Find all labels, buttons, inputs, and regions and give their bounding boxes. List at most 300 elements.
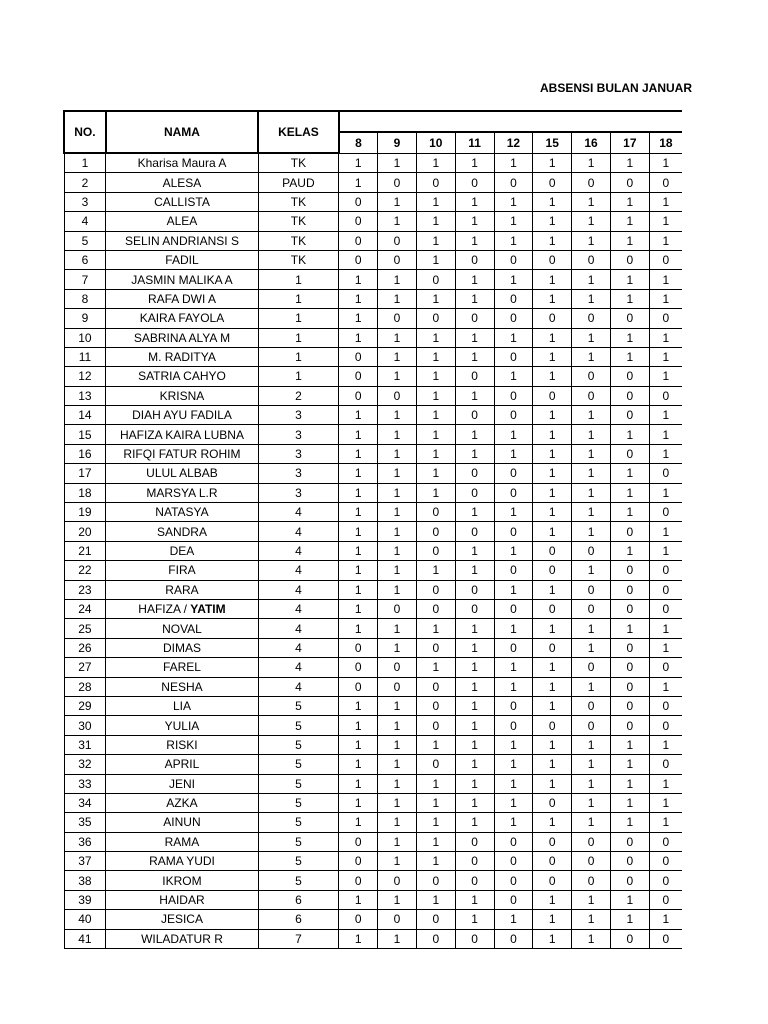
cell-attendance: 0 (533, 638, 572, 657)
cell-attendance: 0 (649, 871, 682, 890)
cell-nama: IKROM (106, 871, 258, 890)
cell-no: 20 (64, 522, 106, 541)
cell-nama: AZKA (106, 793, 258, 812)
cell-no: 26 (64, 638, 106, 657)
cell-attendance: 0 (494, 464, 533, 483)
cell-attendance: 0 (455, 250, 494, 269)
cell-attendance: 0 (610, 250, 649, 269)
cell-attendance: 1 (533, 522, 572, 541)
cell-attendance: 1 (494, 425, 533, 444)
cell-attendance: 1 (533, 270, 572, 289)
cell-no: 7 (64, 270, 106, 289)
cell-attendance: 1 (533, 444, 572, 463)
cell-kelas: 5 (258, 852, 339, 871)
table-body (64, 153, 682, 949)
cell-attendance: 1 (610, 347, 649, 366)
table-row (64, 367, 682, 386)
cell-no: 38 (64, 871, 106, 890)
cell-attendance: 0 (649, 890, 682, 909)
cell-attendance: 1 (572, 910, 611, 929)
cell-attendance: 1 (494, 444, 533, 463)
cell-attendance: 1 (339, 541, 378, 560)
cell-attendance: 1 (455, 386, 494, 405)
cell-attendance: 1 (572, 677, 611, 696)
cell-attendance: 1 (572, 929, 611, 948)
attendance-sheet (63, 110, 682, 949)
cell-attendance: 1 (455, 696, 494, 715)
cell-kelas: 4 (258, 503, 339, 522)
cell-attendance: 1 (533, 696, 572, 715)
cell-attendance: 1 (378, 793, 417, 812)
cell-attendance: 0 (610, 367, 649, 386)
table-row (64, 328, 682, 347)
cell-attendance: 1 (416, 444, 455, 463)
cell-attendance: 1 (610, 793, 649, 812)
cell-attendance: 0 (494, 599, 533, 618)
cell-attendance: 0 (339, 231, 378, 250)
cell-attendance: 1 (649, 910, 682, 929)
cell-attendance: 1 (339, 153, 378, 173)
cell-no: 8 (64, 289, 106, 308)
cell-attendance: 0 (416, 755, 455, 774)
cell-attendance: 1 (378, 444, 417, 463)
table-row (64, 541, 682, 560)
cell-attendance: 1 (610, 503, 649, 522)
cell-attendance: 1 (339, 289, 378, 308)
cell-no: 11 (64, 347, 106, 366)
cell-nama: SELIN ANDRIANSI S (106, 231, 258, 250)
cell-attendance: 0 (416, 580, 455, 599)
cell-attendance: 1 (378, 716, 417, 735)
cell-kelas: 2 (258, 386, 339, 405)
cell-attendance: 1 (378, 852, 417, 871)
cell-attendance: 1 (416, 561, 455, 580)
cell-attendance: 0 (572, 173, 611, 192)
cell-kelas: 4 (258, 619, 339, 638)
cell-attendance: 1 (494, 153, 533, 173)
cell-no: 17 (64, 464, 106, 483)
cell-attendance: 1 (455, 153, 494, 173)
cell-attendance: 0 (533, 793, 572, 812)
cell-attendance: 1 (533, 425, 572, 444)
cell-attendance: 0 (572, 250, 611, 269)
sheet-title: ABSENSI BULAN JANUAR (540, 81, 693, 95)
cell-attendance: 1 (378, 522, 417, 541)
cell-attendance: 0 (339, 250, 378, 269)
cell-attendance: 1 (416, 813, 455, 832)
table-row (64, 696, 682, 715)
cell-attendance: 1 (455, 425, 494, 444)
table-row (64, 309, 682, 328)
cell-no: 33 (64, 774, 106, 793)
table-row (64, 231, 682, 250)
cell-kelas: 4 (258, 599, 339, 618)
cell-nama: RARA (106, 580, 258, 599)
cell-no: 9 (64, 309, 106, 328)
cell-attendance: 0 (572, 386, 611, 405)
cell-attendance: 1 (572, 464, 611, 483)
cell-attendance: 1 (610, 890, 649, 909)
cell-attendance: 1 (378, 580, 417, 599)
cell-attendance: 1 (339, 309, 378, 328)
cell-attendance: 0 (494, 832, 533, 851)
cell-attendance: 1 (378, 832, 417, 851)
table-row (64, 793, 682, 812)
cell-attendance: 1 (533, 677, 572, 696)
cell-attendance: 1 (494, 541, 533, 560)
cell-attendance: 1 (533, 192, 572, 211)
cell-no: 19 (64, 503, 106, 522)
table-row (64, 755, 682, 774)
cell-attendance: 1 (378, 696, 417, 715)
cell-no: 35 (64, 813, 106, 832)
cell-attendance: 1 (416, 793, 455, 812)
cell-no: 6 (64, 250, 106, 269)
cell-no: 41 (64, 929, 106, 948)
cell-attendance: 0 (649, 716, 682, 735)
cell-attendance: 0 (610, 638, 649, 657)
cell-nama: ALEA (106, 212, 258, 231)
cell-attendance: 1 (455, 813, 494, 832)
cell-attendance: 0 (533, 832, 572, 851)
cell-attendance: 1 (416, 658, 455, 677)
cell-attendance: 0 (572, 541, 611, 560)
cell-attendance: 0 (649, 250, 682, 269)
cell-attendance: 1 (339, 755, 378, 774)
cell-attendance: 1 (378, 619, 417, 638)
day-header: 17 (610, 132, 649, 153)
cell-nama: AINUN (106, 813, 258, 832)
cell-attendance: 1 (533, 212, 572, 231)
column-header-no: NO. (64, 111, 106, 153)
cell-nama: JESICA (106, 910, 258, 929)
cell-attendance: 0 (378, 599, 417, 618)
cell-attendance: 1 (416, 852, 455, 871)
cell-attendance: 1 (572, 328, 611, 347)
cell-nama: RAMA (106, 832, 258, 851)
cell-attendance: 1 (494, 503, 533, 522)
cell-attendance: 0 (416, 871, 455, 890)
cell-attendance: 1 (339, 890, 378, 909)
cell-attendance: 0 (455, 832, 494, 851)
cell-attendance: 1 (339, 619, 378, 638)
cell-no: 10 (64, 328, 106, 347)
day-header: 15 (533, 132, 572, 153)
cell-attendance: 1 (378, 735, 417, 754)
cell-attendance: 1 (533, 774, 572, 793)
cell-attendance: 1 (339, 503, 378, 522)
cell-attendance: 1 (455, 735, 494, 754)
cell-attendance: 0 (610, 871, 649, 890)
cell-attendance: 0 (649, 503, 682, 522)
cell-no: 25 (64, 619, 106, 638)
cell-nama-bold: YATIM (190, 602, 226, 617)
cell-attendance: 1 (533, 231, 572, 250)
cell-attendance: 1 (455, 212, 494, 231)
cell-attendance: 0 (649, 599, 682, 618)
cell-nama: WILADATUR R (106, 929, 258, 948)
cell-attendance: 1 (455, 619, 494, 638)
cell-kelas: 6 (258, 910, 339, 929)
table-row (64, 464, 682, 483)
cell-attendance: 1 (455, 561, 494, 580)
cell-nama: DEA (106, 541, 258, 560)
cell-kelas: 3 (258, 483, 339, 502)
cell-no: 32 (64, 755, 106, 774)
cell-attendance: 0 (455, 522, 494, 541)
cell-kelas: 7 (258, 929, 339, 948)
cell-attendance: 0 (455, 483, 494, 502)
cell-nama: FIRA (106, 561, 258, 580)
cell-attendance: 0 (455, 367, 494, 386)
cell-attendance: 1 (378, 561, 417, 580)
cell-attendance: 1 (649, 347, 682, 366)
cell-attendance: 0 (649, 386, 682, 405)
cell-attendance: 0 (610, 599, 649, 618)
cell-attendance: 1 (339, 929, 378, 948)
cell-attendance: 1 (378, 503, 417, 522)
cell-attendance: 0 (494, 250, 533, 269)
table-row (64, 192, 682, 211)
cell-attendance: 1 (416, 367, 455, 386)
cell-attendance: 1 (494, 793, 533, 812)
cell-no: 14 (64, 406, 106, 425)
cell-attendance: 1 (572, 406, 611, 425)
cell-attendance: 1 (610, 910, 649, 929)
cell-attendance: 1 (378, 929, 417, 948)
table-row (64, 561, 682, 580)
table-row (64, 289, 682, 308)
cell-attendance: 0 (610, 309, 649, 328)
cell-attendance: 1 (533, 619, 572, 638)
cell-nama: ULUL ALBAB (106, 464, 258, 483)
cell-attendance: 1 (455, 677, 494, 696)
cell-nama: JENI (106, 774, 258, 793)
cell-kelas: 4 (258, 580, 339, 599)
cell-attendance: 0 (533, 852, 572, 871)
cell-attendance: 1 (610, 541, 649, 560)
cell-no: 4 (64, 212, 106, 231)
cell-no: 21 (64, 541, 106, 560)
cell-no: 15 (64, 425, 106, 444)
cell-nama: YULIA (106, 716, 258, 735)
column-header-kelas: KELAS (258, 111, 339, 153)
cell-attendance: 1 (649, 793, 682, 812)
cell-attendance: 1 (649, 367, 682, 386)
cell-attendance: 0 (378, 910, 417, 929)
cell-attendance: 1 (378, 541, 417, 560)
cell-attendance: 1 (455, 444, 494, 463)
cell-attendance: 1 (572, 638, 611, 657)
cell-attendance: 1 (416, 735, 455, 754)
cell-attendance: 1 (339, 173, 378, 192)
table-row (64, 406, 682, 425)
cell-attendance: 1 (610, 289, 649, 308)
table-row (64, 658, 682, 677)
table-row (64, 638, 682, 657)
cell-attendance: 0 (610, 929, 649, 948)
cell-attendance: 1 (455, 755, 494, 774)
cell-attendance: 0 (378, 386, 417, 405)
cell-attendance: 1 (494, 677, 533, 696)
cell-attendance: 0 (610, 716, 649, 735)
cell-attendance: 1 (416, 212, 455, 231)
cell-attendance: 1 (416, 347, 455, 366)
cell-attendance: 0 (416, 309, 455, 328)
cell-attendance: 1 (533, 813, 572, 832)
cell-attendance: 0 (494, 483, 533, 502)
cell-attendance: 0 (572, 832, 611, 851)
cell-attendance: 1 (610, 464, 649, 483)
cell-attendance: 1 (416, 328, 455, 347)
cell-no: 12 (64, 367, 106, 386)
cell-kelas: 3 (258, 406, 339, 425)
cell-attendance: 1 (339, 580, 378, 599)
cell-attendance: 1 (455, 541, 494, 560)
cell-attendance: 1 (339, 270, 378, 289)
cell-attendance: 0 (339, 910, 378, 929)
cell-attendance: 1 (455, 890, 494, 909)
cell-attendance: 0 (416, 599, 455, 618)
cell-attendance: 1 (378, 813, 417, 832)
cell-attendance: 1 (533, 735, 572, 754)
cell-kelas: TK (258, 212, 339, 231)
table-row (64, 735, 682, 754)
cell-attendance: 1 (610, 483, 649, 502)
cell-attendance: 1 (572, 813, 611, 832)
cell-no: 39 (64, 890, 106, 909)
cell-attendance: 0 (416, 910, 455, 929)
cell-attendance: 0 (416, 503, 455, 522)
table-row (64, 503, 682, 522)
cell-no: 22 (64, 561, 106, 580)
cell-attendance: 0 (610, 406, 649, 425)
cell-nama: APRIL (106, 755, 258, 774)
cell-attendance: 1 (494, 735, 533, 754)
table-row (64, 890, 682, 909)
cell-no: 29 (64, 696, 106, 715)
cell-attendance: 1 (610, 192, 649, 211)
cell-kelas: 4 (258, 522, 339, 541)
cell-attendance: 0 (378, 250, 417, 269)
cell-nama: KRISNA (106, 386, 258, 405)
cell-attendance: 1 (572, 270, 611, 289)
cell-attendance: 0 (455, 406, 494, 425)
cell-attendance: 1 (610, 153, 649, 173)
cell-attendance: 0 (610, 658, 649, 677)
cell-attendance: 0 (339, 386, 378, 405)
cell-attendance: 0 (455, 580, 494, 599)
cell-attendance: 1 (610, 231, 649, 250)
cell-attendance: 0 (416, 173, 455, 192)
cell-attendance: 1 (378, 755, 417, 774)
cell-attendance: 0 (572, 716, 611, 735)
cell-attendance: 0 (339, 871, 378, 890)
cell-nama: RISKI (106, 735, 258, 754)
cell-attendance: 1 (455, 289, 494, 308)
cell-attendance: 0 (494, 406, 533, 425)
cell-attendance: 1 (649, 406, 682, 425)
table-row (64, 716, 682, 735)
cell-attendance: 1 (494, 774, 533, 793)
cell-kelas: 5 (258, 755, 339, 774)
cell-kelas: 1 (258, 347, 339, 366)
cell-attendance: 0 (339, 212, 378, 231)
cell-nama: FADIL (106, 250, 258, 269)
cell-attendance: 0 (494, 871, 533, 890)
cell-attendance: 0 (649, 173, 682, 192)
table-row (64, 347, 682, 366)
cell-kelas: 5 (258, 774, 339, 793)
cell-attendance: 0 (378, 231, 417, 250)
cell-attendance: 1 (649, 231, 682, 250)
cell-attendance: 1 (455, 192, 494, 211)
cell-no: 18 (64, 483, 106, 502)
cell-attendance: 1 (378, 774, 417, 793)
cell-attendance: 1 (378, 347, 417, 366)
cell-attendance: 1 (494, 328, 533, 347)
cell-no: 37 (64, 852, 106, 871)
cell-kelas: 5 (258, 813, 339, 832)
cell-attendance: 0 (533, 309, 572, 328)
cell-nama: DIMAS (106, 638, 258, 657)
cell-attendance: 1 (572, 503, 611, 522)
cell-attendance: 0 (455, 464, 494, 483)
cell-attendance: 1 (494, 192, 533, 211)
cell-nama: HAFIZA KAIRA LUBNA (106, 425, 258, 444)
table-row (64, 813, 682, 832)
cell-attendance: 1 (378, 367, 417, 386)
cell-attendance: 1 (533, 910, 572, 929)
cell-nama: ALESA (106, 173, 258, 192)
cell-attendance: 0 (649, 929, 682, 948)
cell-attendance: 0 (494, 289, 533, 308)
cell-attendance: 0 (455, 929, 494, 948)
cell-attendance: 1 (533, 367, 572, 386)
cell-kelas: 4 (258, 658, 339, 677)
cell-no: 24 (64, 599, 106, 618)
day-header: 12 (494, 132, 533, 153)
cell-attendance: 1 (339, 793, 378, 812)
cell-attendance: 0 (416, 522, 455, 541)
cell-attendance: 1 (378, 289, 417, 308)
cell-attendance: 0 (649, 832, 682, 851)
cell-nama: SABRINA ALYA M (106, 328, 258, 347)
cell-attendance: 1 (378, 464, 417, 483)
cell-attendance: 1 (455, 270, 494, 289)
cell-attendance: 1 (572, 444, 611, 463)
cell-attendance: 0 (416, 270, 455, 289)
cell-nama: MARSYA L.R (106, 483, 258, 502)
cell-kelas: 5 (258, 793, 339, 812)
cell-attendance: 1 (494, 270, 533, 289)
cell-attendance: 1 (649, 444, 682, 463)
cell-no: 34 (64, 793, 106, 812)
cell-no: 31 (64, 735, 106, 754)
cell-attendance: 1 (455, 658, 494, 677)
cell-attendance: 0 (416, 638, 455, 657)
cell-attendance: 1 (572, 890, 611, 909)
cell-attendance: 1 (649, 677, 682, 696)
cell-attendance: 1 (649, 212, 682, 231)
cell-attendance: 1 (572, 774, 611, 793)
cell-attendance: 1 (378, 328, 417, 347)
cell-attendance: 0 (416, 541, 455, 560)
cell-attendance: 0 (416, 677, 455, 696)
cell-attendance: 0 (455, 599, 494, 618)
cell-attendance: 1 (378, 192, 417, 211)
cell-attendance: 1 (533, 658, 572, 677)
